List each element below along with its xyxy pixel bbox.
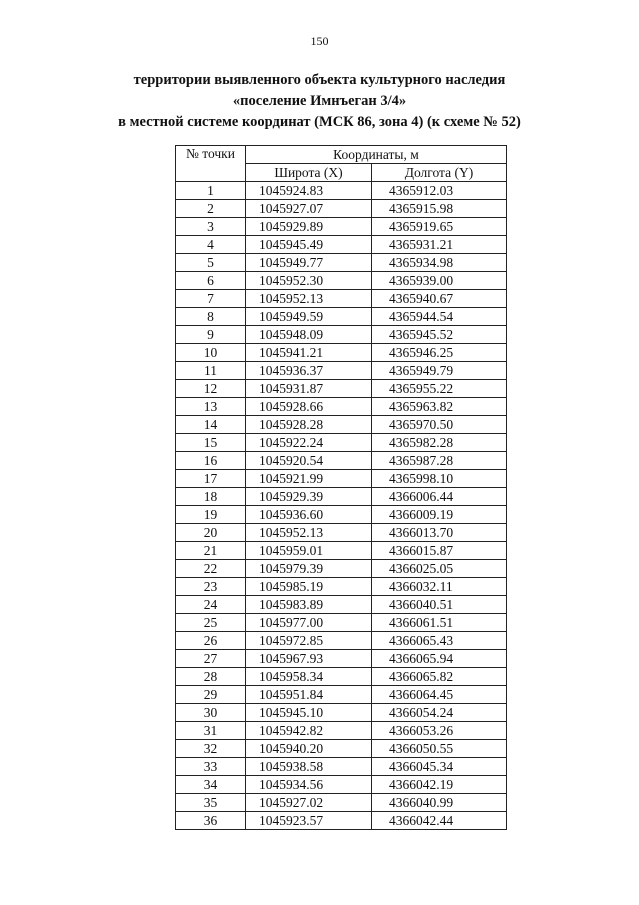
latitude-x-cell: 1045931.87 bbox=[246, 380, 372, 398]
point-number-cell: 14 bbox=[176, 416, 246, 434]
point-number-cell: 2 bbox=[176, 200, 246, 218]
latitude-x-cell: 1045923.57 bbox=[246, 812, 372, 830]
coordinates-table bbox=[175, 145, 507, 830]
table-row bbox=[176, 794, 507, 812]
longitude-y-cell: 4366040.99 bbox=[372, 794, 507, 812]
point-number-cell: 34 bbox=[176, 776, 246, 794]
longitude-y-cell: 4366045.34 bbox=[372, 758, 507, 776]
table-row bbox=[176, 470, 507, 488]
longitude-y-cell: 4366065.94 bbox=[372, 650, 507, 668]
latitude-x-cell: 1045979.39 bbox=[246, 560, 372, 578]
longitude-y-cell: 4366015.87 bbox=[372, 542, 507, 560]
latitude-x-cell: 1045951.84 bbox=[246, 686, 372, 704]
latitude-x-cell: 1045941.21 bbox=[246, 344, 372, 362]
table-row bbox=[176, 578, 507, 596]
longitude-y-cell: 4366009.19 bbox=[372, 506, 507, 524]
longitude-y-cell: 4365931.21 bbox=[372, 236, 507, 254]
table-body bbox=[176, 182, 507, 830]
table-row bbox=[176, 326, 507, 344]
longitude-y-cell: 4366061.51 bbox=[372, 614, 507, 632]
table-row bbox=[176, 506, 507, 524]
header-latitude-x: Широта (X) bbox=[246, 164, 372, 182]
longitude-y-cell: 4365940.67 bbox=[372, 290, 507, 308]
latitude-x-cell: 1045952.30 bbox=[246, 272, 372, 290]
point-number-cell: 26 bbox=[176, 632, 246, 650]
longitude-y-cell: 4365982.28 bbox=[372, 434, 507, 452]
latitude-x-cell: 1045977.00 bbox=[246, 614, 372, 632]
table-row bbox=[176, 254, 507, 272]
latitude-x-cell: 1045934.56 bbox=[246, 776, 372, 794]
latitude-x-cell: 1045921.99 bbox=[246, 470, 372, 488]
point-number-cell: 19 bbox=[176, 506, 246, 524]
latitude-x-cell: 1045927.02 bbox=[246, 794, 372, 812]
latitude-x-cell: 1045936.37 bbox=[246, 362, 372, 380]
longitude-y-cell: 4365912.03 bbox=[372, 182, 507, 200]
latitude-x-cell: 1045936.60 bbox=[246, 506, 372, 524]
point-number-cell: 28 bbox=[176, 668, 246, 686]
point-number-cell: 12 bbox=[176, 380, 246, 398]
table-row bbox=[176, 308, 507, 326]
longitude-y-cell: 4365998.10 bbox=[372, 470, 507, 488]
table-row bbox=[176, 488, 507, 506]
latitude-x-cell: 1045922.24 bbox=[246, 434, 372, 452]
header-longitude-y: Долгота (Y) bbox=[372, 164, 507, 182]
point-number-cell: 31 bbox=[176, 722, 246, 740]
longitude-y-cell: 4366053.26 bbox=[372, 722, 507, 740]
page-number: 150 bbox=[310, 34, 329, 48]
table-header-row bbox=[176, 146, 507, 164]
table-row bbox=[176, 542, 507, 560]
table-row bbox=[176, 560, 507, 578]
point-number-cell: 4 bbox=[176, 236, 246, 254]
latitude-x-cell: 1045929.89 bbox=[246, 218, 372, 236]
longitude-y-cell: 4366040.51 bbox=[372, 596, 507, 614]
table-row bbox=[176, 434, 507, 452]
table-row bbox=[176, 758, 507, 776]
table-row bbox=[176, 614, 507, 632]
heading-line-2: «поселение Имнъеган 3/4» bbox=[232, 93, 407, 109]
heading-line-1: территории выявленного объекта культурного наследия bbox=[133, 72, 506, 88]
latitude-x-cell: 1045959.01 bbox=[246, 542, 372, 560]
table-row bbox=[176, 740, 507, 758]
point-number-cell: 6 bbox=[176, 272, 246, 290]
point-number-cell: 17 bbox=[176, 470, 246, 488]
longitude-y-cell: 4365934.98 bbox=[372, 254, 507, 272]
point-number-cell: 35 bbox=[176, 794, 246, 812]
latitude-x-cell: 1045949.77 bbox=[246, 254, 372, 272]
latitude-x-cell: 1045945.10 bbox=[246, 704, 372, 722]
longitude-y-cell: 4365946.25 bbox=[372, 344, 507, 362]
point-number-cell: 7 bbox=[176, 290, 246, 308]
point-number-cell: 5 bbox=[176, 254, 246, 272]
point-number-cell: 30 bbox=[176, 704, 246, 722]
table-row bbox=[176, 596, 507, 614]
longitude-y-cell: 4366013.70 bbox=[372, 524, 507, 542]
longitude-y-cell: 4365915.98 bbox=[372, 200, 507, 218]
longitude-y-cell: 4366025.05 bbox=[372, 560, 507, 578]
latitude-x-cell: 1045929.39 bbox=[246, 488, 372, 506]
table-row bbox=[176, 200, 507, 218]
latitude-x-cell: 1045949.59 bbox=[246, 308, 372, 326]
table-row bbox=[176, 524, 507, 542]
latitude-x-cell: 1045938.58 bbox=[246, 758, 372, 776]
point-number-cell: 22 bbox=[176, 560, 246, 578]
table-row bbox=[176, 272, 507, 290]
longitude-y-cell: 4365949.79 bbox=[372, 362, 507, 380]
table-row bbox=[176, 362, 507, 380]
document-heading bbox=[0, 70, 639, 133]
latitude-x-cell: 1045972.85 bbox=[246, 632, 372, 650]
point-number-cell: 36 bbox=[176, 812, 246, 830]
table-row bbox=[176, 182, 507, 200]
latitude-x-cell: 1045940.20 bbox=[246, 740, 372, 758]
point-number-cell: 10 bbox=[176, 344, 246, 362]
longitude-y-cell: 4366050.55 bbox=[372, 740, 507, 758]
table-row bbox=[176, 290, 507, 308]
longitude-y-cell: 4365970.50 bbox=[372, 416, 507, 434]
point-number-cell: 1 bbox=[176, 182, 246, 200]
point-number-cell: 18 bbox=[176, 488, 246, 506]
point-number-cell: 27 bbox=[176, 650, 246, 668]
latitude-x-cell: 1045927.07 bbox=[246, 200, 372, 218]
table-row bbox=[176, 398, 507, 416]
table-row bbox=[176, 416, 507, 434]
point-number-cell: 15 bbox=[176, 434, 246, 452]
point-number-cell: 8 bbox=[176, 308, 246, 326]
point-number-cell: 24 bbox=[176, 596, 246, 614]
longitude-y-cell: 4365944.54 bbox=[372, 308, 507, 326]
latitude-x-cell: 1045985.19 bbox=[246, 578, 372, 596]
longitude-y-cell: 4365939.00 bbox=[372, 272, 507, 290]
table-row bbox=[176, 236, 507, 254]
latitude-x-cell: 1045967.93 bbox=[246, 650, 372, 668]
table-row bbox=[176, 344, 507, 362]
latitude-x-cell: 1045920.54 bbox=[246, 452, 372, 470]
point-number-cell: 13 bbox=[176, 398, 246, 416]
table-row bbox=[176, 452, 507, 470]
latitude-x-cell: 1045942.82 bbox=[246, 722, 372, 740]
longitude-y-cell: 4366032.11 bbox=[372, 578, 507, 596]
longitude-y-cell: 4365987.28 bbox=[372, 452, 507, 470]
point-number-cell: 20 bbox=[176, 524, 246, 542]
header-coordinates: Координаты, м bbox=[246, 146, 507, 164]
point-number-cell: 33 bbox=[176, 758, 246, 776]
table-row bbox=[176, 686, 507, 704]
longitude-y-cell: 4365945.52 bbox=[372, 326, 507, 344]
longitude-y-cell: 4365919.65 bbox=[372, 218, 507, 236]
latitude-x-cell: 1045928.66 bbox=[246, 398, 372, 416]
table-row bbox=[176, 668, 507, 686]
point-number-cell: 9 bbox=[176, 326, 246, 344]
longitude-y-cell: 4366054.24 bbox=[372, 704, 507, 722]
table-row bbox=[176, 380, 507, 398]
heading-line-3: в местной системе координат (МСК 86, зона 4) (к схеме № 52) bbox=[118, 114, 521, 130]
longitude-y-cell: 4366065.43 bbox=[372, 632, 507, 650]
longitude-y-cell: 4366042.44 bbox=[372, 812, 507, 830]
latitude-x-cell: 1045924.83 bbox=[246, 182, 372, 200]
latitude-x-cell: 1045952.13 bbox=[246, 290, 372, 308]
point-number-cell: 25 bbox=[176, 614, 246, 632]
table-row bbox=[176, 776, 507, 794]
header-point-number: № точки bbox=[176, 146, 246, 182]
latitude-x-cell: 1045948.09 bbox=[246, 326, 372, 344]
longitude-y-cell: 4366064.45 bbox=[372, 686, 507, 704]
latitude-x-cell: 1045928.28 bbox=[246, 416, 372, 434]
latitude-x-cell: 1045952.13 bbox=[246, 524, 372, 542]
longitude-y-cell: 4365955.22 bbox=[372, 380, 507, 398]
latitude-x-cell: 1045983.89 bbox=[246, 596, 372, 614]
point-number-cell: 11 bbox=[176, 362, 246, 380]
point-number-cell: 29 bbox=[176, 686, 246, 704]
point-number-cell: 23 bbox=[176, 578, 246, 596]
latitude-x-cell: 1045945.49 bbox=[246, 236, 372, 254]
table-row bbox=[176, 704, 507, 722]
table-row bbox=[176, 722, 507, 740]
longitude-y-cell: 4366042.19 bbox=[372, 776, 507, 794]
longitude-y-cell: 4366006.44 bbox=[372, 488, 507, 506]
table-row bbox=[176, 632, 507, 650]
latitude-x-cell: 1045958.34 bbox=[246, 668, 372, 686]
point-number-cell: 16 bbox=[176, 452, 246, 470]
point-number-cell: 21 bbox=[176, 542, 246, 560]
table-row bbox=[176, 812, 507, 830]
longitude-y-cell: 4365963.82 bbox=[372, 398, 507, 416]
longitude-y-cell: 4366065.82 bbox=[372, 668, 507, 686]
point-number-cell: 3 bbox=[176, 218, 246, 236]
point-number-cell: 32 bbox=[176, 740, 246, 758]
table-row bbox=[176, 650, 507, 668]
table-row bbox=[176, 218, 507, 236]
